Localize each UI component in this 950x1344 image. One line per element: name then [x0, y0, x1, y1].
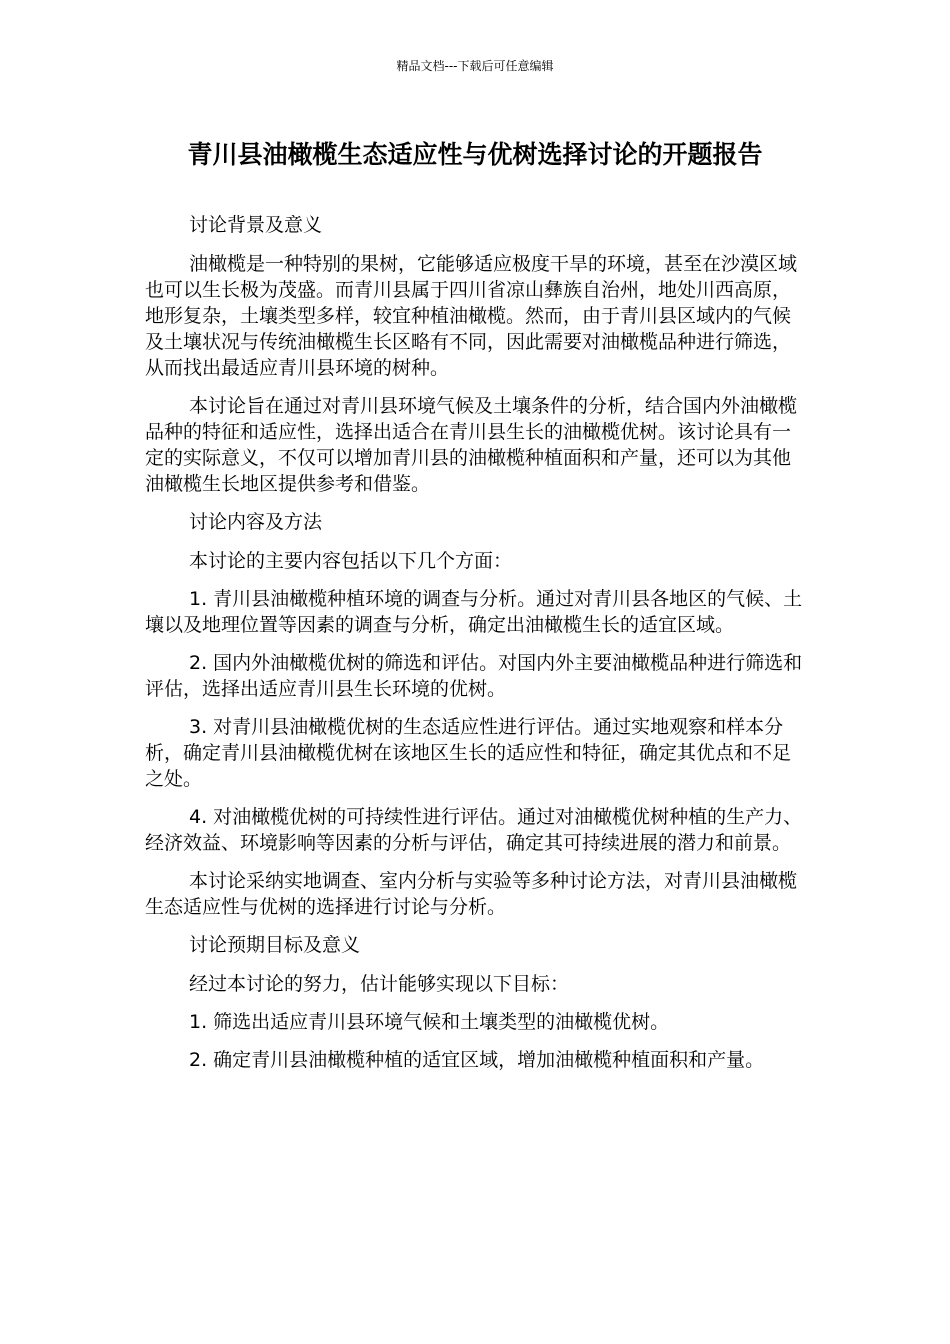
- list-item-goal-1: 1. 筛选出适应青川县环境气候和土壤类型的油橄榄优树。: [189, 1011, 670, 1033]
- paragraph-purpose: 本讨论旨在通过对青川县环境气候及土壤条件的分析，结合国内外油橄榄品种的特征和适应性，选择出适合在青川县生长的油橄榄优树。该讨论具有一定的实际意义，不仅可以增加青川县的油橄榄种植面积和产量，还可以为其他油橄榄生长地区提供参考和借鉴。: [145, 395, 798, 495]
- paragraph-methods: 本讨论采纳实地调查、室内分析与实验等多种讨论方法，对青川县油橄榄生态适应性与优树的选择进行讨论与分析。: [145, 870, 798, 918]
- section-heading-content-methods: 讨论内容及方法: [189, 511, 323, 533]
- list-item-goal-2: 2. 确定青川县油橄榄种植的适宜区域，增加油橄榄种植面积和产量。: [189, 1049, 765, 1071]
- section-heading-background: 讨论背景及意义: [189, 214, 323, 236]
- list-item-content-1: 1. 青川县油橄榄种植环境的调查与分析。通过对青川县各地区的气候、土壤以及地理位置等因素的调查与分析，确定出油橄榄生长的适宜区域。: [145, 588, 803, 636]
- section-heading-goals: 讨论预期目标及意义: [189, 934, 361, 956]
- document-body: [145, 212, 809, 1085]
- document-title: 青川县油橄榄生态适应性与优树选择讨论的开题报告: [187, 140, 763, 169]
- paragraph-content-intro: 本讨论的主要内容包括以下几个方面：: [189, 550, 513, 572]
- list-item-content-2: 2. 国内外油橄榄优树的筛选和评估。对国内外主要油橄榄品种进行筛选和评估，选择出适应青川县生长环境的优树。: [145, 652, 803, 700]
- paragraph-goals-intro: 经过本讨论的努力，估计能够实现以下目标：: [189, 973, 570, 995]
- paragraph-background: 油橄榄是一种特别的果树，它能够适应极度干旱的环境，甚至在沙漠区域也可以生长极为茂盛。而青川县属于四川省凉山彝族自治州，地处川西高原，地形复杂，土壤类型多样，较宜种植油橄榄。然而，由于青川县区域内的气候及土壤状况与传统油橄榄生长区略有不同，因此需要对油橄榄品种进行筛选，从而找出最适应青川县环境的树种。: [145, 253, 798, 379]
- list-item-content-4: 4. 对油橄榄优树的可持续性进行评估。通过对油橄榄优树种植的生产力、经济效益、环境影响等因素的分析与评估，确定其可持续进展的潜力和前景。: [145, 806, 803, 854]
- page-header: 精品文档---下载后可任意编辑: [396, 59, 554, 73]
- list-item-content-3: 3. 对青川县油橄榄优树的生态适应性进行评估。通过实地观察和样本分析，确定青川县油橄榄优树在该地区生长的适应性和特征，确定其优点和不足之处。: [145, 716, 792, 790]
